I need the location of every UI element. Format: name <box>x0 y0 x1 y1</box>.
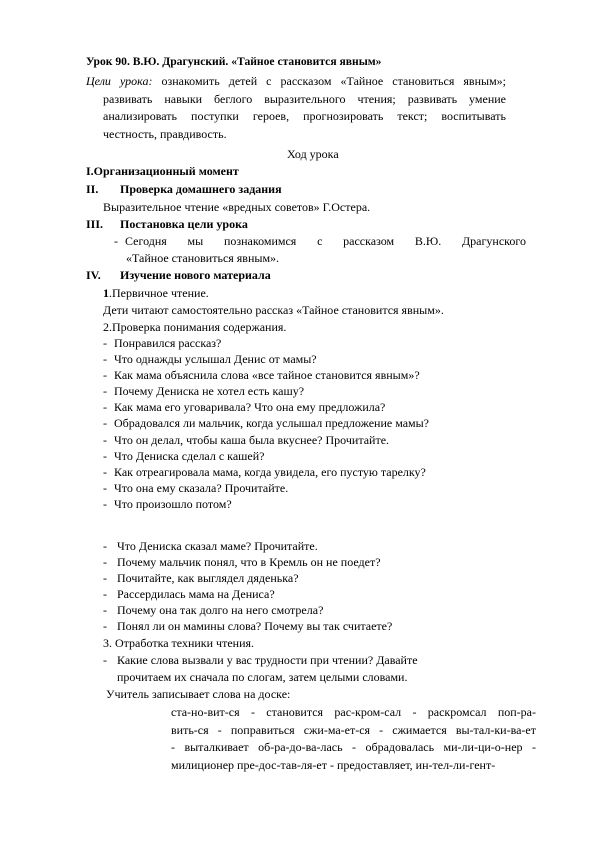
list-item: - Что произошло потом? <box>103 496 232 511</box>
syllable-line-1: ста-но-вит-ся - становится рас-кром-сал - раскромсал поп-ра- <box>171 705 536 719</box>
list-item: - Что она ему сказала? Прочитайте. <box>103 480 289 495</box>
syllable-line-2: вить-ся - поправиться сжи-ма-ет-ся - сжимается вы-тал-ки-ва-ет <box>171 722 536 737</box>
section-3-line-1 <box>114 233 526 249</box>
course-heading: Ход урока <box>287 147 339 161</box>
reading-step-1 <box>103 285 209 301</box>
section-2-title: Проверка домашнего задания <box>120 182 282 196</box>
list-item: - Понравился рассказ? <box>103 336 222 350</box>
section-1-title: I.Организационный момент <box>86 164 239 178</box>
section-3-text-1: Сегодня мы познакомимся с рассказом В.Ю. Драгунского <box>125 234 526 248</box>
list-item: - Как отреагировала мама, когда увидела, его пустую тарелку? <box>103 464 426 479</box>
lesson-goals <box>86 73 506 143</box>
section-2-text: Выразительное чтение «вредных советов» Г.Остера. <box>103 200 371 214</box>
section-3-title: Постановка цели урока <box>120 217 248 231</box>
list-item: - Понял ли он мамины слова? Почему вы так считаете? <box>103 619 393 634</box>
list-item: - Почему мальчик понял, что в Кремль он не поедет? <box>103 555 381 570</box>
section-2-number: II. <box>86 182 99 196</box>
reading-step-2: 2.Проверка понимания содержания. <box>103 320 287 334</box>
syllable-words <box>171 704 536 774</box>
section-4-heading <box>86 267 271 283</box>
reading-step-1-desc: Дети читают самостоятельно рассказ «Тайное становится явным». <box>103 303 444 317</box>
section-3-dash: - <box>114 234 118 248</box>
section-3-text-2: «Тайное становиться явным». <box>126 251 280 265</box>
section-4-title: Изучение нового материала <box>120 268 271 282</box>
list-item: - Что Дениска сделал с кашей? <box>103 448 265 463</box>
goals-line-1 <box>86 73 506 91</box>
section-4-number: IV. <box>86 268 101 282</box>
technique-question-2: прочитаем их сначала по слогам, затем целыми словами. <box>117 670 408 684</box>
goals-line-3: анализировать поступки героев, прогнозировать текст; воспитывать <box>103 109 506 124</box>
section-2-heading <box>86 181 282 197</box>
syllable-line-3: - выталкивает об-ра-до-ва-лась - обрадовалась ми-ли-ци-о-нер - <box>171 740 536 754</box>
section-3-number: III. <box>86 217 104 231</box>
list-item: - Как мама объяснила слова «все тайное становится явным»? <box>103 368 420 383</box>
goals-text-1: ознакомить детей с рассказом «Тайное становиться явным»; <box>161 74 506 88</box>
list-item: - Рассердилась мама на Дениса? <box>103 587 275 602</box>
questions-list-b <box>103 538 392 635</box>
teacher-note: Учитель записывает слова на доске: <box>106 687 291 701</box>
goals-label: Цели урока: <box>86 74 153 88</box>
technique-question-1: - Какие слова вызвали у вас трудности при чтении? Давайте <box>103 653 418 667</box>
reading-step-1-number: 1 <box>103 286 109 300</box>
list-item: - Как мама его уговаривала? Что она ему предложила? <box>103 400 386 415</box>
list-item: - Почему Дениска не хотел есть кашу? <box>103 384 305 399</box>
questions-list-a <box>103 335 429 512</box>
goals-line-2: развивать навыки беглого выразительного чтения; развивать умение <box>103 91 506 106</box>
list-item: - Что Дениска сказал маме? Прочитайте. <box>103 539 318 553</box>
section-3-heading <box>86 216 248 232</box>
list-item: - Обрадовался ли мальчик, когда услышал предложение мамы? <box>103 416 430 431</box>
list-item: - Почему она так долго на него смотрела? <box>103 603 324 618</box>
reading-step-1-text: .Первичное чтение. <box>109 286 209 300</box>
goals-line-4: честность, правдивость. <box>103 126 227 141</box>
syllable-line-4: милиционер пре-дос-тав-ля-ет - предоставляет, ин-тел-ли-гент- <box>171 757 496 772</box>
list-item: - Что однажды услышал Денис от мамы? <box>103 352 317 367</box>
technique-heading: 3. Отработка техники чтения. <box>103 636 255 650</box>
lesson-title: Урок 90. В.Ю. Драгунский. «Тайное становится явным» <box>86 55 382 68</box>
list-item: - Почитайте, как выглядел дяденька? <box>103 571 299 586</box>
list-item: - Что он делал, чтобы каша была вкуснее? Прочитайте. <box>103 432 390 447</box>
